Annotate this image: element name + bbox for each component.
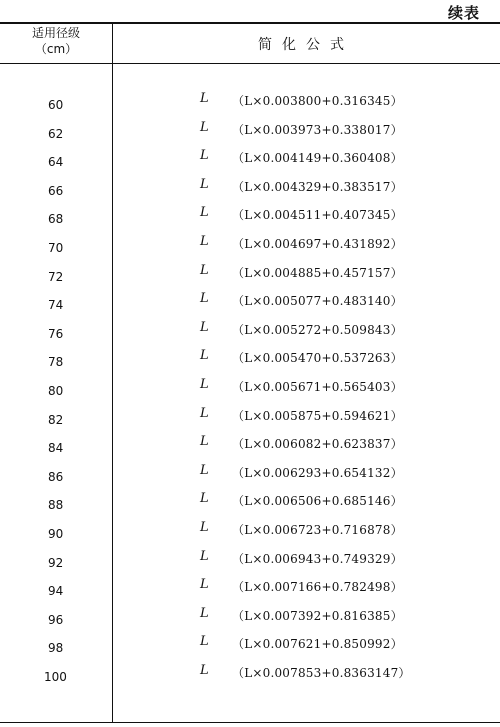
header-formula: 简化公式: [258, 37, 354, 53]
column-divider: [112, 22, 113, 722]
row-length-symbol: L: [200, 176, 209, 192]
row-length-symbol: L: [200, 91, 209, 106]
row-diameter: 68: [48, 212, 64, 227]
row-formula: （L×0.006506+0.685146）: [232, 494, 403, 509]
row-formula: （L×0.003973+0.338017）: [232, 122, 403, 137]
row-length-symbol: L: [200, 491, 209, 507]
row-length-symbol: L: [200, 663, 209, 678]
row-formula: （L×0.004511+0.407345）: [232, 208, 403, 223]
row-formula: （L×0.005272+0.509843）: [232, 322, 403, 337]
row-formula: （L×0.004149+0.360408）: [232, 151, 403, 166]
row-diameter: 70: [48, 241, 64, 255]
row-diameter: 80: [48, 384, 64, 398]
row-length-symbol: L: [200, 520, 209, 535]
row-formula: （L×0.007853+0.8363147）: [232, 666, 411, 680]
row-diameter: 90: [48, 527, 64, 541]
row-diameter: 76: [48, 326, 64, 341]
row-diameter: 74: [48, 298, 64, 313]
row-diameter: 86: [48, 469, 64, 484]
row-formula: （L×0.007392+0.816385）: [232, 608, 403, 623]
row-formula: （L×0.006943+0.749329）: [232, 551, 403, 566]
row-diameter: 72: [48, 269, 64, 284]
row-formula: （L×0.006082+0.623837）: [232, 437, 403, 452]
row-diameter: 60: [48, 98, 64, 112]
row-length-symbol: L: [200, 377, 209, 392]
table-header-rule: [0, 63, 500, 64]
row-diameter: 62: [48, 126, 64, 141]
row-length-symbol: L: [200, 405, 209, 421]
row-length-symbol: L: [200, 348, 209, 364]
row-formula: （L×0.004697+0.431892）: [232, 237, 403, 251]
row-formula: （L×0.006723+0.716878）: [232, 523, 403, 537]
row-diameter: 96: [48, 612, 64, 627]
header-diameter-label: 适用径级: [31, 26, 80, 40]
row-diameter: 100: [44, 670, 67, 684]
row-diameter: 84: [48, 441, 64, 456]
row-diameter: 78: [48, 355, 64, 370]
row-diameter: 94: [48, 584, 64, 599]
row-formula: （L×0.005671+0.565403）: [232, 380, 403, 394]
row-formula: （L×0.005875+0.594621）: [232, 408, 403, 423]
row-formula: （L×0.005077+0.483140）: [232, 294, 403, 309]
row-length-symbol: L: [200, 434, 209, 450]
row-diameter: 66: [48, 183, 64, 198]
row-length-symbol: L: [200, 262, 209, 278]
row-formula: （L×0.007166+0.782498）: [232, 580, 403, 595]
row-diameter: 64: [48, 155, 64, 170]
row-length-symbol: L: [200, 577, 209, 593]
table-top-rule: [0, 22, 500, 24]
row-length-symbol: L: [200, 234, 209, 249]
row-formula: （L×0.006293+0.654132）: [232, 465, 403, 480]
row-length-symbol: L: [200, 205, 209, 221]
row-formula: （L×0.005470+0.537263）: [232, 351, 403, 366]
table-bottom-rule: [0, 722, 500, 723]
row-length-symbol: L: [200, 548, 209, 564]
row-length-symbol: L: [200, 462, 209, 478]
row-diameter: 98: [48, 641, 64, 656]
row-diameter: 92: [48, 555, 64, 570]
row-length-symbol: L: [200, 291, 209, 307]
row-formula: （L×0.004885+0.457157）: [232, 265, 403, 280]
row-length-symbol: L: [200, 119, 209, 135]
row-length-symbol: L: [200, 319, 209, 335]
row-length-symbol: L: [200, 634, 209, 650]
continued-label: 续表: [447, 4, 480, 22]
row-length-symbol: L: [200, 605, 209, 621]
row-diameter: 88: [48, 498, 64, 513]
row-formula: （L×0.003800+0.316345）: [232, 94, 403, 108]
header-diameter: [0, 25, 112, 57]
row-formula: （L×0.007621+0.850992）: [232, 637, 403, 652]
formula-table: [0, 22, 500, 722]
row-length-symbol: L: [200, 148, 209, 164]
row-diameter: 82: [48, 412, 64, 427]
header-diameter-unit: （cm）: [34, 42, 78, 56]
row-formula: （L×0.004329+0.383517）: [232, 179, 403, 194]
